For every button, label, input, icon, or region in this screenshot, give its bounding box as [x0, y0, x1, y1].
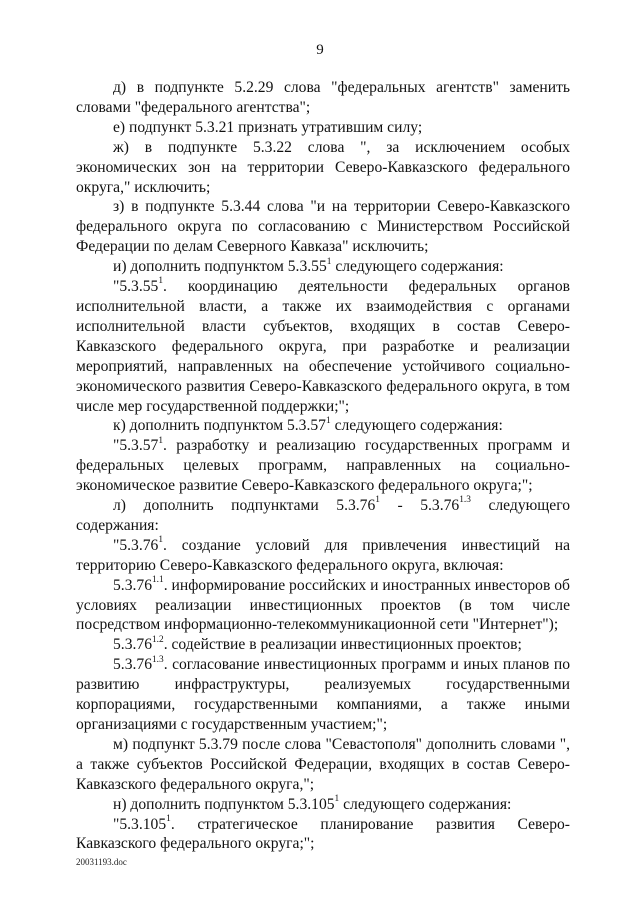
footer-file-code: 20031193.doc	[76, 857, 127, 867]
paragraph-l	[76, 496, 570, 536]
paragraph-text: . стратегическое планирование развития Северо-Кавказского федерального округа;";	[76, 815, 570, 853]
paragraph-text: . согласование инвестиционных программ и иных планов по развитию инфраструктуры, реализуемых государственными корпорациями, государственными компаниями, а также иными организациями с государственным участием;";	[76, 656, 570, 733]
paragraph-n	[76, 795, 570, 815]
paragraph-text: "5.3.105	[113, 815, 167, 833]
paragraph-text: 5.3.76	[113, 636, 152, 654]
paragraph-text: м) подпункт 5.3.79 после слова "Севастополя" дополнить словами ", а также субъектов Российской Федерации, входящих в состав Северо-Кавказского федерального округа,";	[76, 735, 570, 793]
superscript: 1	[375, 495, 380, 506]
paragraph-text: . разработку и реализацию государственных программ и федеральных целевых программ, направленных на социально-экономическое развитие Северо-Кавказского федерального округа;";	[76, 437, 570, 495]
superscript: 1	[158, 435, 164, 446]
superscript: 1.3	[151, 654, 164, 665]
superscript: 1	[334, 794, 340, 805]
paragraph-k	[76, 416, 570, 436]
paragraph-5-3-76-1	[76, 536, 570, 576]
paragraph-text: 5.3.76	[113, 656, 152, 674]
paragraph-5-3-55-1	[76, 277, 570, 416]
paragraph-e	[76, 118, 570, 138]
superscript: 1	[158, 535, 164, 546]
paragraph-text: "5.3.76	[113, 536, 159, 554]
paragraph-text: е) подпункт 5.3.21 признать утратившим силу;	[113, 118, 423, 136]
paragraph-5-3-57-1	[76, 436, 570, 496]
page-number: 9	[316, 42, 324, 58]
paragraph-5-3-76-1-1	[76, 576, 570, 636]
paragraph-text: д) в подпункте 5.2.29 слова "федеральных агентств" заменить словами "федерального агентства";	[76, 79, 570, 116]
paragraph-zh	[76, 138, 570, 198]
superscript: 1	[326, 256, 332, 267]
paragraph-text: . координацию деятельности федеральных органов исполнительной власти, а также их взаимодействия с органами исполнительной власти субъектов, входящих в состав Северо-Кавказского федерального округа, при разработке и реализации мероприятий, направленных на обеспечение устойчивого социально-экономического развития Северо-Кавказского федерального округа, в том числе мер государственной поддержки;";	[76, 278, 570, 415]
paragraph-5-3-76-1-2	[76, 635, 570, 655]
paragraph-text: - 5.3.76	[379, 497, 460, 515]
paragraph-m	[76, 735, 570, 795]
paragraph-text: следующего содержания:	[339, 795, 512, 813]
paragraph-text: "5.3.55	[113, 278, 159, 296]
paragraph-text: к) дополнить подпунктом 5.3.57	[113, 417, 326, 435]
superscript: 1.1	[151, 575, 164, 586]
paragraph-text: . содействие в реализации инвестиционных проектов;	[163, 636, 522, 654]
paragraph-z	[76, 197, 570, 257]
paragraph-d	[76, 78, 570, 118]
paragraph-text: з) в подпункте 5.3.44 слова "и на территории Северо-Кавказского федерального округа по согласованию с Министерством Российской Федерации по делам Северного Кавказа" исключить;	[76, 198, 570, 256]
paragraph-text: н) дополнить подпунктом 5.3.105	[113, 795, 335, 813]
superscript: 1	[325, 415, 331, 426]
superscript: 1	[158, 276, 164, 287]
paragraph-text: ж) в подпункте 5.3.22 слова ", за исключением особых экономических зон на территории Северо-Кавказского федерального округа," исключить;	[76, 138, 570, 196]
paragraph-text: следующего содержания:	[331, 258, 504, 276]
paragraph-text: л) дополнить подпунктами 5.3.76	[113, 497, 376, 515]
document-body	[76, 78, 570, 854]
paragraph-5-3-76-1-3	[76, 655, 570, 735]
paragraph-text: 5.3.76	[113, 576, 152, 594]
paragraph-text: следующего содержания:	[330, 417, 503, 435]
superscript: 1	[166, 813, 171, 824]
paragraph-i	[76, 257, 570, 277]
paragraph-text: "5.3.57	[113, 437, 159, 455]
paragraph-text: и) дополнить подпунктом 5.3.55	[113, 258, 327, 276]
superscript: 1.3	[459, 495, 471, 506]
paragraph-text: . создание условий для привлечения инвестиций на территорию Северо-Кавказского федерального округа, включая:	[76, 536, 570, 574]
paragraph-text: . информирование российских и иностранных инвесторов об условиях реализации инвестиционных проектов (в том числе посредством информационно-телекоммуникационной сети "Интернет");	[76, 576, 570, 634]
paragraph-text: следующего содержания:	[76, 497, 570, 534]
superscript: 1.2	[151, 634, 164, 645]
paragraph-5-3-105-1	[76, 815, 570, 855]
